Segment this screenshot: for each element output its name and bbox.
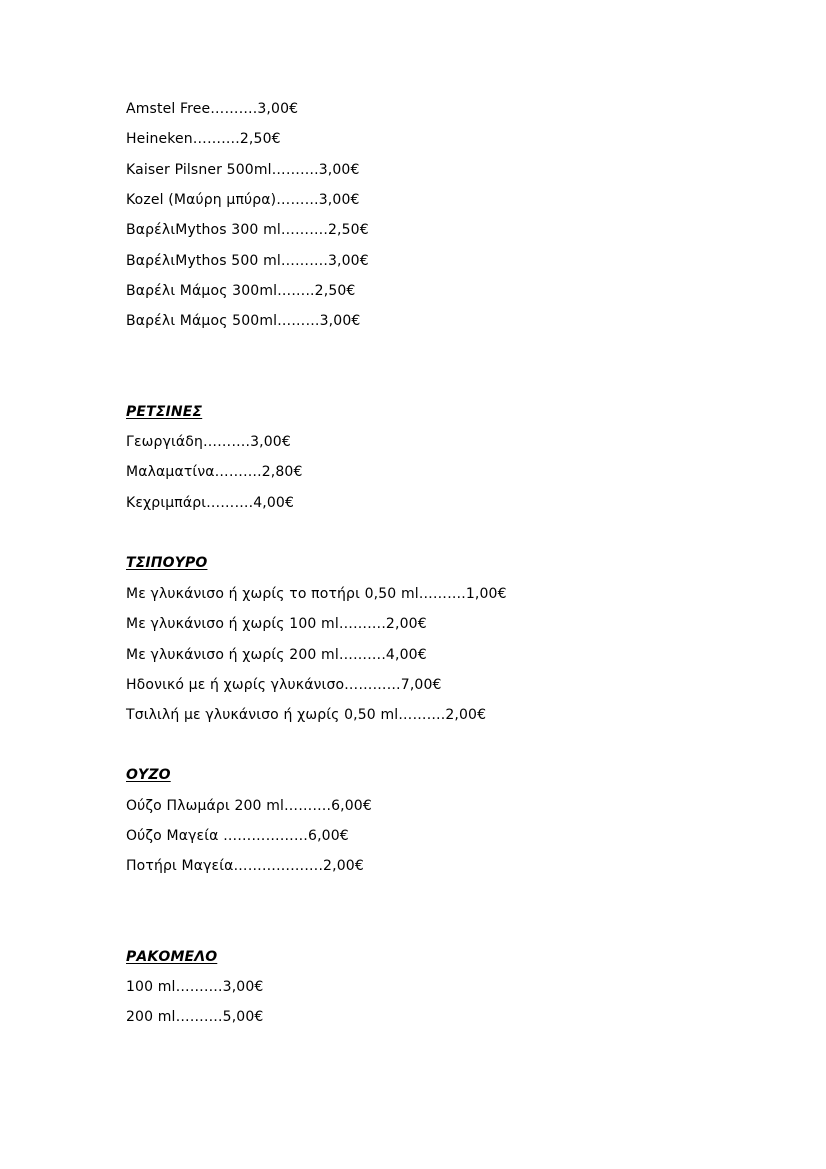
tsipouro-item-idoniko: Ηδονικό με ή χωρίς γλυκάνισο…………7,00€ <box>126 677 442 693</box>
beer-item-mythos-300: ΒαρέλιMythos 300 ml……….2,50€ <box>126 222 369 238</box>
rakomelo-item-200ml: 200 ml……….5,00€ <box>126 1009 264 1025</box>
tsipouro-item-glass: Με γλυκάνισο ή χωρίς το ποτήρι 0,50 ml……….1,00€ <box>126 586 507 602</box>
beer-item-heineken: Heineken……….2,50€ <box>126 131 281 147</box>
tsipouro-item-100ml: Με γλυκάνισο ή χωρίς 100 ml……….2,00€ <box>126 616 427 632</box>
ouzo-item-mageia: Ούζο Μαγεία ………………6,00€ <box>126 828 349 844</box>
beer-item-kozel: Kozel (Μαύρη μπύρα)………3,00€ <box>126 192 360 208</box>
section-heading-ouzo: ΟΥΖΟ <box>126 767 171 783</box>
section-heading-rakomelo: ΡΑΚΟΜΕΛΟ <box>126 949 218 965</box>
retsina-item-kehrimpari: Κεχριμπάρι……….4,00€ <box>126 495 295 511</box>
beer-item-mamos-500: Βαρέλι Μάμος 500ml………3,00€ <box>126 313 361 329</box>
section-heading-tsipouro: ΤΣΙΠΟΥΡΟ <box>126 555 208 571</box>
ouzo-item-potiri-mageia: Ποτήρι Μαγεία……………….2,00€ <box>126 858 364 874</box>
tsipouro-item-tsilili: Τσιλιλή με γλυκάνισο ή χωρίς 0,50 ml……….2,00€ <box>126 707 487 723</box>
rakomelo-item-100ml: 100 ml……….3,00€ <box>126 979 264 995</box>
retsina-item-malamatina: Μαλαματίνα……….2,80€ <box>126 464 303 480</box>
beer-item-mamos-300: Βαρέλι Μάμος 300ml……..2,50€ <box>126 283 356 299</box>
tsipouro-item-200ml: Με γλυκάνισο ή χωρίς 200 ml……….4,00€ <box>126 647 427 663</box>
retsina-item-georgiadi: Γεωργιάδη……….3,00€ <box>126 434 291 450</box>
beer-item-kaiser-pilsner: Kaiser Pilsner 500ml……….3,00€ <box>126 162 360 178</box>
section-heading-retsines: ΡΕΤΣΙΝΕΣ <box>126 404 203 420</box>
ouzo-item-plomari: Ούζο Πλωμάρι 200 ml……….6,00€ <box>126 798 372 814</box>
beer-item-mythos-500: ΒαρέλιMythos 500 ml……….3,00€ <box>126 253 369 269</box>
beer-item-amstel-free: Amstel Free……….3,00€ <box>126 101 299 117</box>
